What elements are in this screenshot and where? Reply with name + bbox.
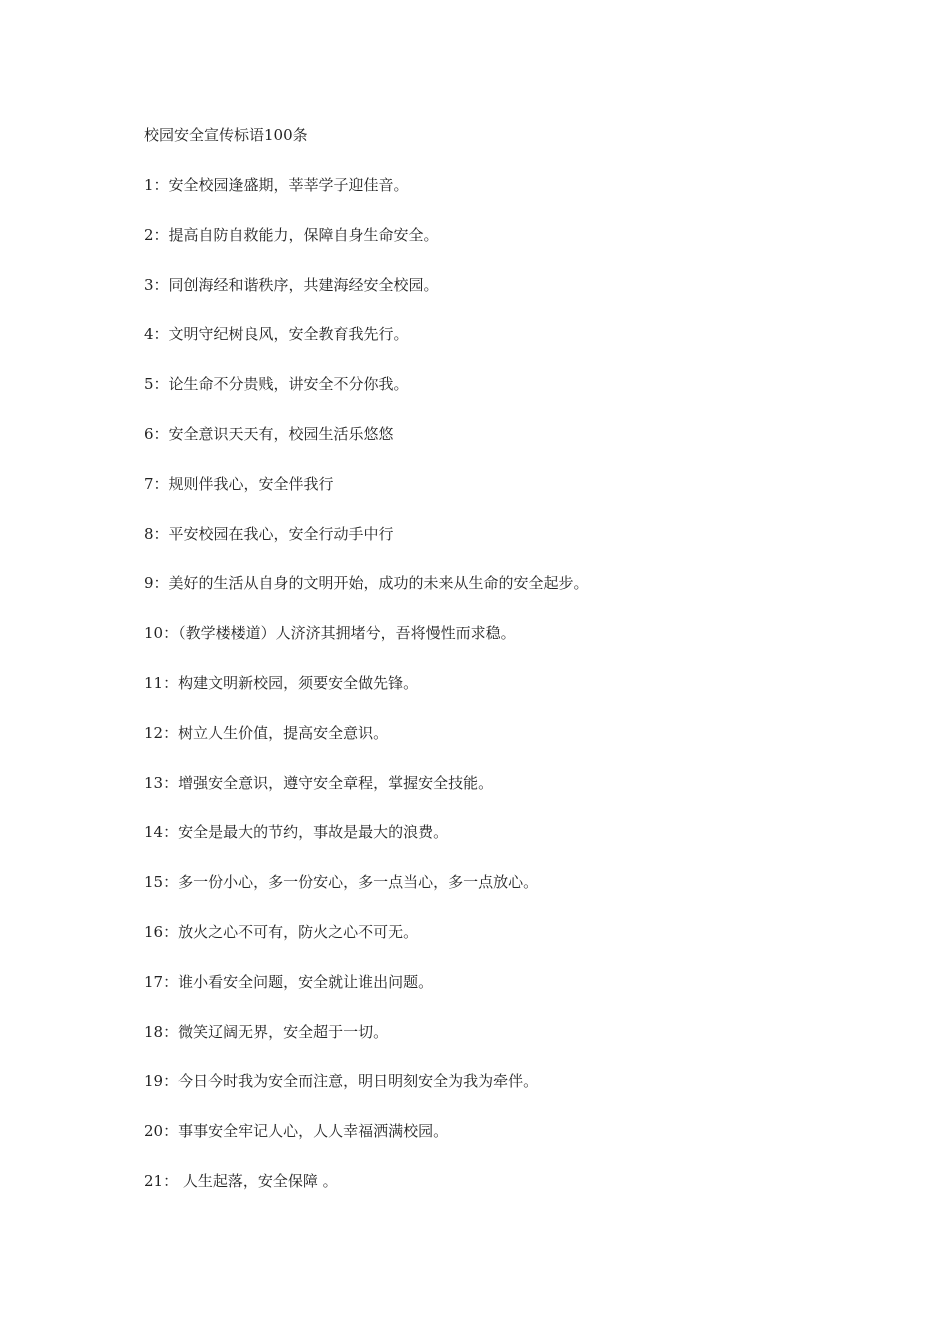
item-text: 规则伴我心，安全伴我行 bbox=[168, 474, 334, 493]
list-item bbox=[144, 523, 589, 573]
item-number: 17： bbox=[144, 972, 179, 991]
item-number: 3： bbox=[144, 275, 169, 294]
list-item bbox=[144, 622, 589, 672]
item-number: 21： bbox=[144, 1171, 179, 1190]
list-item bbox=[144, 1120, 589, 1170]
item-number: 19： bbox=[144, 1072, 179, 1091]
slogan-list bbox=[144, 174, 589, 1220]
item-text: 美好的生活从自身的文明开始，成功的未来从生命的安全起步。 bbox=[168, 574, 589, 593]
list-item bbox=[144, 174, 589, 224]
item-number: 1： bbox=[144, 176, 169, 194]
item-number: 12： bbox=[144, 723, 179, 742]
item-text: 多一份小心，多一份安心，多一点当心，多一点放心。 bbox=[178, 873, 539, 892]
item-number: 11： bbox=[144, 673, 179, 692]
list-item bbox=[144, 572, 589, 622]
list-item bbox=[144, 274, 589, 324]
item-number: 14： bbox=[144, 823, 179, 842]
list-item bbox=[144, 1070, 589, 1120]
item-text: 安全意识天天有，校园生活乐悠悠 bbox=[168, 424, 394, 443]
list-item bbox=[144, 323, 589, 373]
item-number: 4： bbox=[144, 325, 169, 344]
item-number: 18： bbox=[144, 1022, 179, 1041]
item-number: 2： bbox=[144, 225, 169, 244]
item-text: 安全校园逢盛期，莘莘学子迎佳音。 bbox=[168, 176, 409, 194]
list-item bbox=[144, 722, 589, 772]
item-number: 6： bbox=[144, 424, 169, 443]
item-text: 增强安全意识，遵守安全章程，掌握安全技能。 bbox=[178, 773, 494, 792]
item-number: 8： bbox=[144, 524, 169, 543]
item-text: 论生命不分贵贱，讲安全不分你我。 bbox=[168, 375, 409, 394]
item-text: 同创海经和谐秩序，共建海经安全校园。 bbox=[168, 275, 439, 294]
list-item bbox=[144, 971, 589, 1021]
item-number: 5： bbox=[144, 375, 169, 394]
list-item bbox=[144, 871, 589, 921]
list-item bbox=[144, 1170, 589, 1220]
item-text: 构建文明新校园，须要安全做先锋。 bbox=[178, 673, 419, 692]
item-text: 今日今时我为安全而注意，明日明刻安全为我为牵伴。 bbox=[178, 1072, 539, 1091]
item-text: 事事安全牢记人心，人人幸福洒满校园。 bbox=[178, 1122, 449, 1141]
item-number: 9： bbox=[144, 574, 169, 593]
list-item bbox=[144, 373, 589, 423]
item-number: 15： bbox=[144, 873, 179, 892]
document-title: 校园安全宣传标语100条 bbox=[144, 126, 308, 144]
item-number: 16： bbox=[144, 922, 179, 941]
list-item bbox=[144, 821, 589, 871]
list-item bbox=[144, 473, 589, 523]
item-text: 提高自防自救能力，保障自身生命安全。 bbox=[168, 225, 439, 244]
item-text: （教学楼楼道）人济济其拥堵兮，吾将慢性而求稳。 bbox=[178, 624, 516, 643]
list-item bbox=[144, 423, 589, 473]
item-text: 微笑辽阔无界，安全超于一切。 bbox=[178, 1022, 389, 1041]
item-number: 20： bbox=[144, 1122, 179, 1141]
item-text: 谁小看安全问题，安全就让谁出问题。 bbox=[178, 972, 434, 991]
list-item bbox=[144, 921, 589, 971]
item-number: 13： bbox=[144, 773, 179, 792]
item-text: 放火之心不可有，防火之心不可无。 bbox=[178, 922, 419, 941]
item-text: 平安校园在我心，安全行动手中行 bbox=[168, 524, 394, 543]
item-text: 树立人生价值，提高安全意识。 bbox=[178, 723, 389, 742]
list-item bbox=[144, 672, 589, 722]
item-text: 安全是最大的节约，事故是最大的浪费。 bbox=[178, 823, 449, 842]
list-item bbox=[144, 1021, 589, 1071]
item-number: 7： bbox=[144, 474, 169, 493]
list-item bbox=[144, 224, 589, 274]
item-text: 人生起落，安全保障 。 bbox=[178, 1171, 338, 1190]
item-number: 10： bbox=[144, 624, 179, 643]
item-text: 文明守纪树良风，安全教育我先行。 bbox=[168, 325, 409, 344]
list-item bbox=[144, 772, 589, 822]
